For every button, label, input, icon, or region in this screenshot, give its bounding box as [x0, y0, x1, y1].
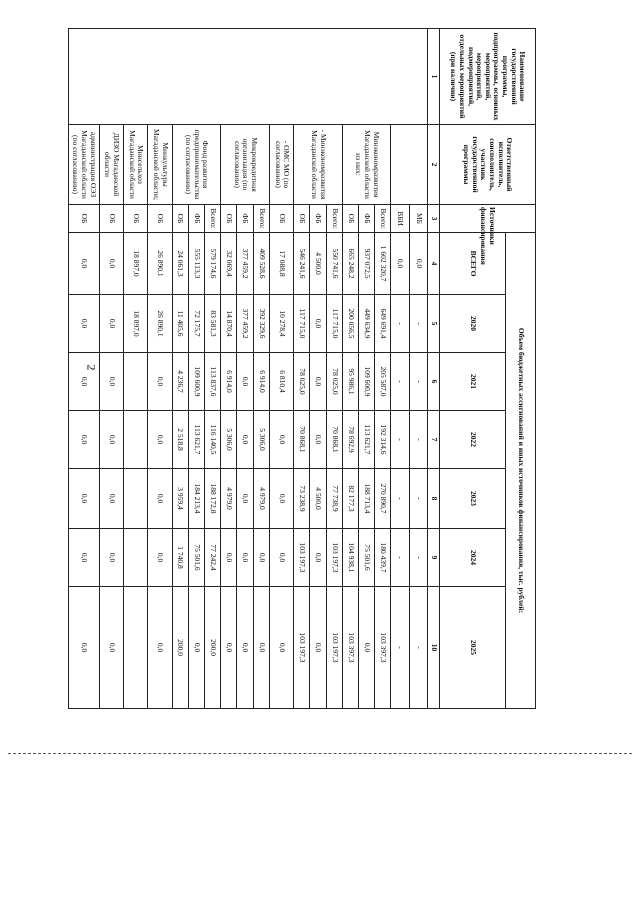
value-cell: 4 500,0 — [310, 233, 326, 295]
table-row — [123, 29, 147, 709]
value-cell: 0,0 — [69, 469, 100, 529]
executor-cell: администрация ОЭЗ Магаданской области (по согласованию) — [69, 125, 100, 205]
value-cell: 0,0 — [269, 411, 293, 469]
page-divider — [8, 753, 632, 754]
value-cell: 377 459,2 — [237, 295, 253, 353]
value-cell: 0,0 — [99, 529, 123, 587]
value-cell: 83 581,3 — [204, 295, 220, 353]
value-cell: 0,0 — [269, 587, 293, 709]
source-cell: ОБ — [221, 205, 237, 233]
value-cell: 184 213,4 — [188, 469, 204, 529]
value-cell: 270 890,7 — [375, 469, 391, 529]
value-cell: 0,0 — [69, 411, 100, 469]
value-cell: 0,0 — [237, 353, 253, 411]
table-row — [204, 29, 220, 709]
value-cell: 109 600,9 — [188, 353, 204, 411]
value-cell: 0,0 — [253, 529, 269, 587]
value-cell: 103 397,3 — [375, 587, 391, 709]
value-cell: 0,0 — [237, 587, 253, 709]
value-cell: - — [409, 295, 427, 353]
value-cell: 0,0 — [148, 411, 172, 469]
value-cell: 5 306,0 — [221, 411, 237, 469]
program-cell — [69, 29, 428, 125]
value-cell: 0,0 — [409, 233, 427, 295]
value-cell: 200 056,5 — [342, 295, 358, 353]
value-cell: 82 177,3 — [342, 469, 358, 529]
value-cell: 4 979,0 — [221, 469, 237, 529]
table-row — [69, 29, 100, 709]
value-cell: 546 241,6 — [294, 233, 310, 295]
value-cell: 113 837,6 — [204, 353, 220, 411]
value-cell: 95 986,1 — [342, 353, 358, 411]
value-cell: 579 174,6 — [204, 233, 220, 295]
table-row — [269, 29, 293, 709]
value-cell: 392 329,6 — [253, 295, 269, 353]
column-number: 10 — [428, 587, 440, 709]
value-cell: 0,0 — [148, 469, 172, 529]
value-cell: - — [409, 469, 427, 529]
table-row — [375, 29, 391, 709]
executor-cell: Минкультуры Магаданской области; — [148, 125, 172, 205]
value-cell: 0,0 — [237, 469, 253, 529]
column-number: 5 — [428, 295, 440, 353]
value-cell: 10 278,4 — [269, 295, 293, 353]
source-cell: Всего: — [204, 205, 220, 233]
value-cell: 1 602 320,7 — [375, 233, 391, 295]
value-cell: 116 140,5 — [204, 411, 220, 469]
value-cell: 78 692,9 — [342, 411, 358, 469]
value-cell: 104 938,1 — [342, 529, 358, 587]
value-cell: 188 172,8 — [204, 469, 220, 529]
value-cell: 18 897,0 — [123, 233, 147, 295]
value-cell: 70 868,1 — [294, 411, 310, 469]
value-cell: 109 600,9 — [359, 353, 375, 411]
value-cell: - — [409, 353, 427, 411]
header-year: 2023 — [440, 469, 506, 529]
value-cell: - — [409, 529, 427, 587]
source-cell: ОБ — [342, 205, 358, 233]
value-cell: 75 501,6 — [188, 529, 204, 587]
executor-cell: Минэкономразвития Магаданской области из них: — [342, 125, 391, 205]
column-number: 7 — [428, 411, 440, 469]
value-cell: 0,0 — [69, 295, 100, 353]
value-cell: 0,0 — [188, 587, 204, 709]
value-cell: 377 459,2 — [237, 233, 253, 295]
rotated-table-wrapper — [68, 28, 536, 708]
executor-cell: - Минэкономразвития Магаданской области — [294, 125, 343, 205]
value-cell: 1 740,8 — [172, 529, 188, 587]
value-cell: 180 439,7 — [375, 529, 391, 587]
source-cell: ФБ — [188, 205, 204, 233]
source-cell: Всего: — [375, 205, 391, 233]
page-number: 2 — [84, 364, 99, 371]
header-program: Наименование государственной программы, подпрограммы, основных мероприятий, мероприятий, подмероприятий, отдельных мероприятий (при наличии) — [440, 29, 536, 125]
source-cell: МБ — [409, 205, 427, 233]
value-cell: - — [409, 411, 427, 469]
value-cell: 0,0 — [148, 529, 172, 587]
value-cell: 205 587,0 — [375, 353, 391, 411]
header-year: 2022 — [440, 411, 506, 469]
value-cell: 26 890,1 — [148, 233, 172, 295]
value-cell: 200,0 — [172, 587, 188, 709]
value-cell — [123, 353, 147, 411]
value-cell: 555 113,3 — [188, 233, 204, 295]
financing-table — [68, 28, 536, 709]
header-year: 2024 — [440, 529, 506, 587]
executor-cell: Фонд развития предпринимательства (по согласованию) — [172, 125, 221, 205]
value-cell: 24 061,3 — [172, 233, 188, 295]
value-cell: 0,0 — [221, 587, 237, 709]
table-row — [409, 29, 427, 709]
value-cell — [123, 587, 147, 709]
header-year: 2020 — [440, 295, 506, 353]
value-cell: 0,0 — [148, 587, 172, 709]
executor-cell — [391, 125, 428, 205]
value-cell: 0,0 — [310, 529, 326, 587]
source-cell: Всего: — [326, 205, 342, 233]
value-cell — [123, 469, 147, 529]
value-cell: - — [391, 411, 409, 469]
value-cell: 0,0 — [310, 411, 326, 469]
value-cell: 4 500,0 — [310, 469, 326, 529]
executor-cell: Минсельхоз Магаданской области — [123, 125, 147, 205]
value-cell: 0,0 — [99, 353, 123, 411]
table-row — [253, 29, 269, 709]
column-number: 8 — [428, 469, 440, 529]
value-cell: 75 501,6 — [359, 529, 375, 587]
value-cell: 6 914,0 — [221, 353, 237, 411]
value-cell: 26 890,1 — [148, 295, 172, 353]
value-cell: 449 634,9 — [359, 295, 375, 353]
source-cell: ФБ — [359, 205, 375, 233]
value-cell — [123, 529, 147, 587]
source-cell: ВБИ — [391, 205, 409, 233]
value-cell: 0,0 — [237, 411, 253, 469]
header-year: 2025 — [440, 587, 506, 709]
value-cell: - — [409, 587, 427, 709]
value-cell: 200,0 — [204, 587, 220, 709]
value-cell: 0,0 — [69, 587, 100, 709]
header-executor: Ответственный исполнитель, соисполнитель, участник государственной программы — [440, 125, 536, 205]
value-cell: 0,0 — [99, 295, 123, 353]
value-cell: 937 072,5 — [359, 233, 375, 295]
executor-cell: ДИЗО Магаданской области — [99, 125, 123, 205]
column-number: 1 — [428, 29, 440, 125]
value-cell: 77 738,9 — [326, 469, 342, 529]
value-cell: - — [391, 469, 409, 529]
table-row — [148, 29, 172, 709]
value-cell: 14 870,4 — [221, 295, 237, 353]
source-cell: ФБ — [310, 205, 326, 233]
header-total: ВСЕГО — [440, 233, 506, 295]
column-number: 2 — [428, 125, 440, 205]
value-cell: 4 979,0 — [253, 469, 269, 529]
source-cell: ОБ — [123, 205, 147, 233]
header-volume: Объем бюджетных ассигнований и иных источников финансирования, тыс. рублей: — [506, 233, 536, 709]
value-cell: 0,0 — [69, 529, 100, 587]
value-cell: 117 715,0 — [294, 295, 310, 353]
source-cell: ФБ — [237, 205, 253, 233]
value-cell: 0,0 — [69, 353, 100, 411]
value-cell — [123, 411, 147, 469]
value-cell: 0,0 — [99, 233, 123, 295]
value-cell: 0,0 — [359, 587, 375, 709]
value-cell: 0,0 — [99, 411, 123, 469]
value-cell: 665 248,2 — [342, 233, 358, 295]
value-cell: 0,0 — [99, 469, 123, 529]
value-cell: 0,0 — [391, 233, 409, 295]
column-number: 3 — [428, 205, 440, 233]
column-number: 4 — [428, 233, 440, 295]
header-year: 2021 — [440, 353, 506, 411]
value-cell: 0,0 — [310, 587, 326, 709]
column-number: 9 — [428, 529, 440, 587]
column-number: 6 — [428, 353, 440, 411]
table-row — [326, 29, 342, 709]
value-cell: 17 088,8 — [269, 233, 293, 295]
value-cell: 0,0 — [237, 529, 253, 587]
value-cell: 113 621,7 — [359, 411, 375, 469]
value-cell: 0,0 — [269, 469, 293, 529]
value-cell: 5 306,0 — [253, 411, 269, 469]
value-cell: 6 914,0 — [253, 353, 269, 411]
value-cell: - — [391, 295, 409, 353]
value-cell: 6 810,4 — [269, 353, 293, 411]
value-cell: - — [391, 529, 409, 587]
header-source: Источники финансирования — [440, 205, 536, 233]
table-row — [99, 29, 123, 709]
value-cell: 103 197,3 — [294, 529, 310, 587]
value-cell: 103 197,3 — [326, 529, 342, 587]
executor-cell: Микрокредитная организация (по согласованию) — [221, 125, 270, 205]
value-cell: 0,0 — [269, 529, 293, 587]
value-cell: 77 242,4 — [204, 529, 220, 587]
value-cell: 0,0 — [148, 353, 172, 411]
value-cell: 649 691,4 — [375, 295, 391, 353]
value-cell: 103 197,3 — [294, 587, 310, 709]
value-cell: 192 314,6 — [375, 411, 391, 469]
value-cell: 113 621,7 — [188, 411, 204, 469]
source-cell: ОБ — [148, 205, 172, 233]
source-cell: ОБ — [172, 205, 188, 233]
source-cell: ОБ — [294, 205, 310, 233]
value-cell: 550 741,6 — [326, 233, 342, 295]
value-cell: 0,0 — [253, 587, 269, 709]
value-cell: 3 959,4 — [172, 469, 188, 529]
value-cell: 0,0 — [310, 295, 326, 353]
value-cell: 103 397,3 — [342, 587, 358, 709]
executor-cell: - ОМС МО (по согласованию) — [269, 125, 293, 205]
value-cell: 32 069,4 — [221, 233, 237, 295]
value-cell: 188 713,4 — [359, 469, 375, 529]
value-cell: 18 897,0 — [123, 295, 147, 353]
value-cell: 78 025,0 — [326, 353, 342, 411]
value-cell: 0,0 — [69, 233, 100, 295]
value-cell: - — [391, 587, 409, 709]
value-cell: 409 528,6 — [253, 233, 269, 295]
value-cell: 11 405,6 — [172, 295, 188, 353]
value-cell: 103 197,3 — [326, 587, 342, 709]
value-cell: 72 175,7 — [188, 295, 204, 353]
value-cell: 4 236,7 — [172, 353, 188, 411]
source-cell: Всего: — [253, 205, 269, 233]
value-cell: 73 238,9 — [294, 469, 310, 529]
value-cell: 0,0 — [221, 529, 237, 587]
value-cell: 2 518,8 — [172, 411, 188, 469]
source-cell: ОБ — [99, 205, 123, 233]
value-cell: 0,0 — [99, 587, 123, 709]
source-cell: ОБ — [69, 205, 100, 233]
value-cell: - — [391, 353, 409, 411]
value-cell: 0,0 — [310, 353, 326, 411]
value-cell: 70 868,1 — [326, 411, 342, 469]
value-cell: 78 025,0 — [294, 353, 310, 411]
value-cell: 117 715,0 — [326, 295, 342, 353]
source-cell: ОБ — [269, 205, 293, 233]
